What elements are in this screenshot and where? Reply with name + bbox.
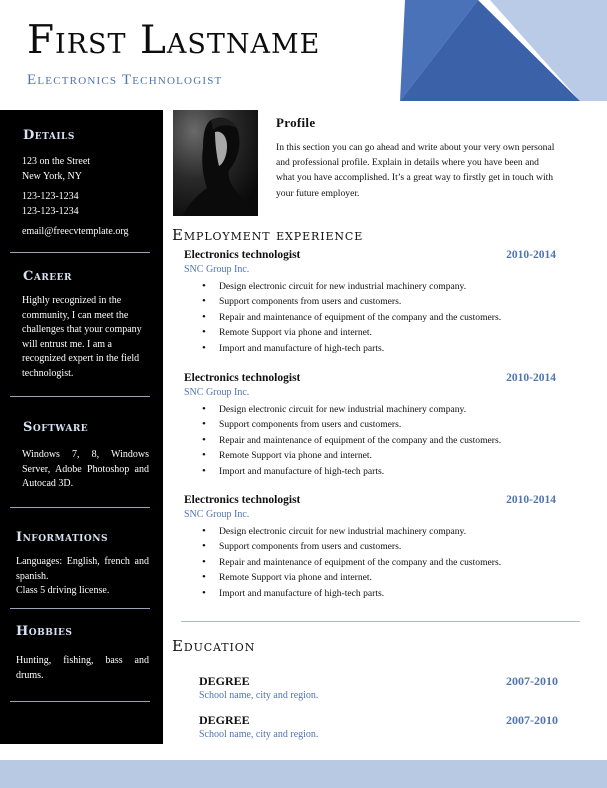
job-dates: 2010-2014: [506, 372, 556, 384]
sidebar-divider: [10, 252, 150, 253]
job-title: Electronics technologist: [184, 372, 301, 384]
education-dates: 2007-2010: [506, 713, 558, 727]
job-duties: [184, 279, 501, 356]
education-dates: 2007-2010: [506, 674, 558, 688]
career-heading: Career: [23, 269, 73, 284]
software-text: Windows 7, 8, Windows Server, Adobe Photoshop and Autocad 3D.: [22, 449, 149, 489]
profile-photo: [173, 110, 258, 216]
job-title: Electronics technologist: [184, 249, 301, 261]
duty-item: • Support components from users and customers.: [184, 294, 501, 309]
job-dates: 2010-2014: [506, 249, 556, 261]
hobbies-text: Hunting, fishing, bass and drums.: [16, 655, 149, 681]
duty-item: • Remote Support via phone and internet.: [184, 325, 501, 340]
job-company: SNC Group Inc.: [184, 509, 250, 520]
degree: DEGREE: [199, 674, 250, 688]
job-company: SNC Group Inc.: [184, 264, 250, 275]
employment-heading: Employment experience: [172, 226, 364, 244]
footer-band: [0, 760, 607, 788]
duty-item: • Remote Support via phone and internet.: [184, 570, 501, 585]
informations-text: Languages: English, french and spanish.: [16, 556, 149, 582]
candidate-title: Electronics Technologist: [27, 72, 223, 88]
duty-item: • Design electronic circuit for new industrial machinery company.: [184, 402, 501, 417]
duty-item: • Repair and maintenance of equipment of the company and the customers.: [184, 433, 501, 448]
duty-item: • Design electronic circuit for new industrial machinery company.: [184, 524, 501, 539]
duty-item: • Design electronic circuit for new industrial machinery company.: [184, 279, 501, 294]
career-text: Highly recognized in the community, I can meet the challenges that your company will entrust me. I am a recognized expert in the field technologist.: [22, 295, 142, 379]
job-dates: 2010-2014: [506, 494, 556, 506]
phone-1: 123-123-1234: [22, 191, 79, 202]
email[interactable]: email@freecvtemplate.org: [22, 226, 129, 237]
profile-text: In this section you can go ahead and write about your very own personal and professional profile. Explain in details where you have been and what you have accomplished. It’s a great way to firstly get in touch with your future employer.: [276, 142, 555, 199]
informations-heading: Informations: [16, 530, 108, 545]
software-heading: Software: [23, 420, 89, 435]
job-duties: [184, 524, 501, 601]
school: School name, city and region.: [199, 690, 319, 701]
duty-item: • Support components from users and customers.: [184, 417, 501, 432]
duty-item: • Repair and maintenance of equipment of the company and the customers.: [184, 555, 501, 570]
duty-item: • Support components from users and customers.: [184, 539, 501, 554]
sidebar-divider: [10, 701, 150, 702]
job-company: SNC Group Inc.: [184, 387, 250, 398]
address-line-1: 123 on the Street: [22, 156, 91, 167]
informations-text-2: Class 5 driving license.: [16, 585, 110, 596]
duty-item: • Import and manufacture of high-tech parts.: [184, 586, 501, 601]
job-title: Electronics technologist: [184, 494, 301, 506]
profile-heading: Profile: [276, 115, 316, 130]
sidebar-divider: [10, 608, 150, 609]
section-divider: [181, 621, 580, 622]
hobbies-heading: Hobbies: [16, 624, 73, 639]
address-line-2: New York, NY: [22, 171, 83, 182]
sidebar-divider: [10, 507, 150, 508]
duty-item: • Repair and maintenance of equipment of the company and the customers.: [184, 310, 501, 325]
education-heading: Education: [172, 637, 256, 655]
job-duties: [184, 402, 501, 479]
sidebar: [0, 110, 163, 744]
duty-item: • Remote Support via phone and internet.: [184, 448, 501, 463]
sidebar-divider: [10, 396, 150, 397]
details-heading: Details: [23, 128, 75, 143]
candidate-name: First Lastname: [27, 18, 321, 63]
school: School name, city and region.: [199, 729, 319, 740]
duty-item: • Import and manufacture of high-tech parts.: [184, 341, 501, 356]
phone-2: 123-123-1234: [22, 206, 79, 217]
degree: DEGREE: [199, 713, 250, 727]
duty-item: • Import and manufacture of high-tech parts.: [184, 464, 501, 479]
